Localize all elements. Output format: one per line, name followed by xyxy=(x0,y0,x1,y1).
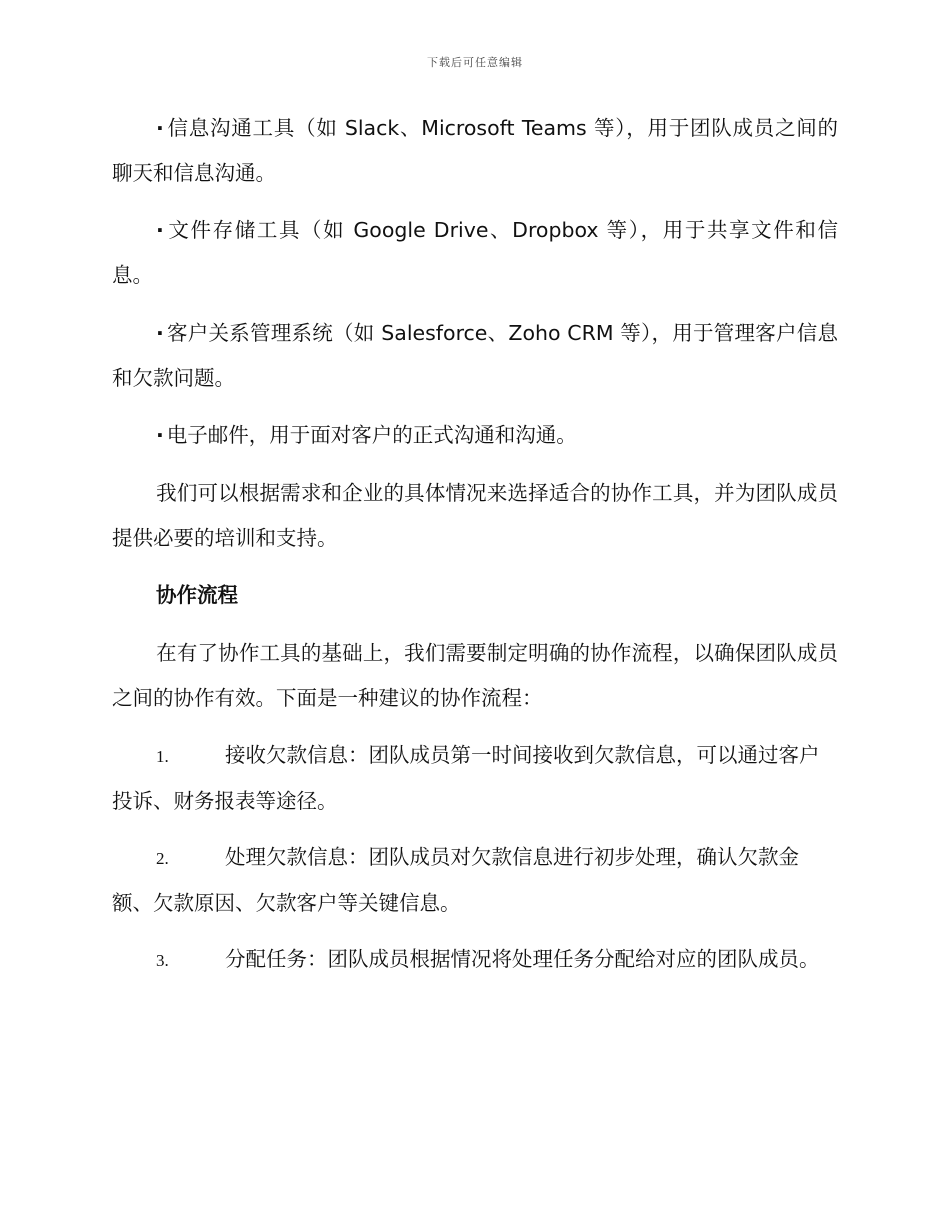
step-item xyxy=(112,937,838,983)
bullet-symbol: · xyxy=(156,218,164,242)
step-text: 处理欠款信息：团队成员对欠款信息进行初步处理，确认欠款金额、欠款原因、欠款客户等关键信息。 xyxy=(112,845,799,915)
bullet-symbol: · xyxy=(156,116,164,140)
step-item xyxy=(112,733,838,824)
step-text: 接收欠款信息：团队成员第一时间接收到欠款信息，可以通过客户投诉、财务报表等途径。 xyxy=(112,743,820,813)
step-number: 3. xyxy=(156,951,169,970)
step-item xyxy=(112,835,838,926)
bullet-text: 电子邮件，用于面对客户的正式沟通和沟通。 xyxy=(166,423,577,447)
bullet-symbol: · xyxy=(156,423,164,447)
bullet-item xyxy=(112,413,838,458)
step-number: 2. xyxy=(156,849,169,868)
step-text: 分配任务：团队成员根据情况将处理任务分配给对应的团队成员。 xyxy=(225,947,820,971)
bullet-item xyxy=(112,208,838,298)
bullet-text: 文件存储工具（如 Google Drive、Dropbox 等），用于共享文件和信息。 xyxy=(112,218,838,287)
bullet-item xyxy=(112,311,838,401)
bullet-text: 客户关系管理系统（如 Salesforce、Zoho CRM 等），用于管理客户信息和欠款问题。 xyxy=(112,321,838,390)
bullet-text: 信息沟通工具（如 Slack、Microsoft Teams 等），用于团队成员之间的聊天和信息沟通。 xyxy=(112,116,838,185)
tools-paragraph xyxy=(112,471,838,561)
header-note: 下载后可任意编辑 xyxy=(427,56,523,69)
tools-paragraph-text: 我们可以根据需求和企业的具体情况来选择适合的协作工具，并为团队成员提供必要的培训和支持。 xyxy=(112,481,838,550)
process-paragraph xyxy=(112,631,838,721)
process-paragraph-text: 在有了协作工具的基础上，我们需要制定明确的协作流程，以确保团队成员之间的协作有效。下面是一种建议的协作流程： xyxy=(112,641,838,710)
step-number: 1. xyxy=(156,747,169,766)
bullet-symbol: · xyxy=(156,321,164,345)
bullet-item xyxy=(112,106,838,196)
section-heading: 协作流程 xyxy=(156,583,238,607)
